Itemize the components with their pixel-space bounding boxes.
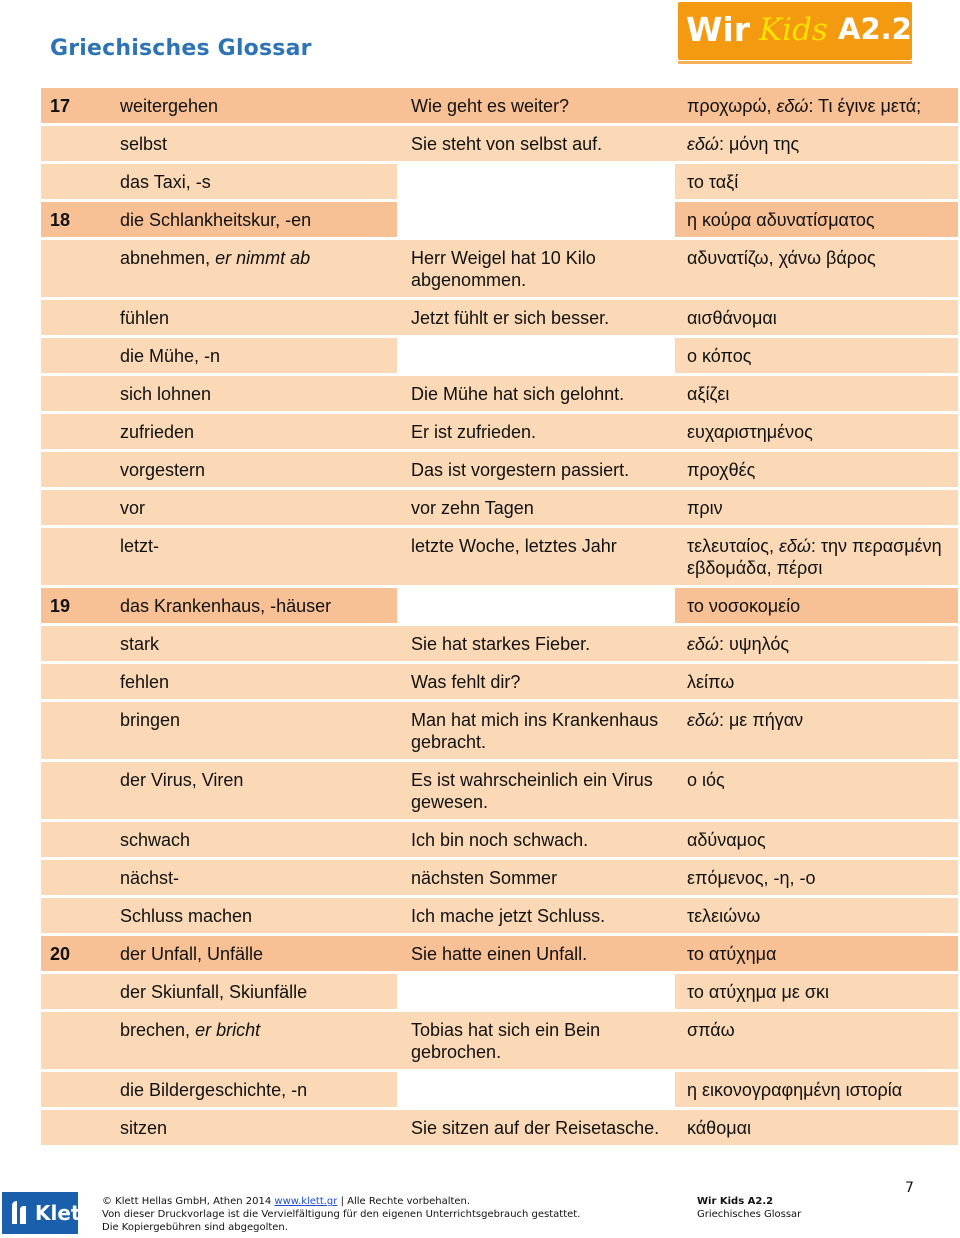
greek-translation: αδυνατίζω, χάνω βάρος — [675, 240, 958, 297]
klett-website-link[interactable]: www.klett.gr — [274, 1196, 338, 1207]
example-sentence — [397, 202, 675, 237]
klett-logo — [2, 1192, 91, 1234]
lesson-number — [41, 626, 106, 661]
glossary-row — [41, 702, 958, 759]
lesson-number — [41, 898, 106, 933]
german-word: fühlen — [106, 300, 397, 335]
example-sentence: Es ist wahrscheinlich ein Virus gewesen. — [397, 762, 675, 819]
greek-translation: τελευταίος, εδώ: την περασμένη εβδομάδα, πέρσι — [675, 528, 958, 585]
glossary-row — [41, 338, 958, 373]
glossary-row — [41, 936, 958, 971]
rights-text: | Alle Rechte vorbehalten. — [340, 1196, 471, 1207]
footer-book-subtitle: Griechisches Glossar — [697, 1209, 802, 1220]
german-word: sich lohnen — [106, 376, 397, 411]
greek-translation: κάθομαι — [675, 1110, 958, 1145]
greek-translation: η εικονογραφημένη ιστορία — [675, 1072, 958, 1107]
example-sentence: Ich bin noch schwach. — [397, 822, 675, 857]
glossary-row — [41, 1012, 958, 1069]
glossary-row — [41, 490, 958, 525]
wir-kids-logo — [678, 2, 912, 60]
german-word: weitergehen — [106, 88, 397, 123]
german-word: abnehmen, er nimmt ab — [106, 240, 397, 297]
greek-translation: το ταξί — [675, 164, 958, 199]
glossary-row — [41, 126, 958, 161]
lesson-number — [41, 528, 106, 585]
lesson-number — [41, 822, 106, 857]
lesson-number — [41, 1072, 106, 1107]
example-sentence: Die Mühe hat sich gelohnt. — [397, 376, 675, 411]
footer-line-2: Von dieser Druckvorlage ist die Vervielfältigung für den eigenen Unterrichtsgebrauch gestattet. — [102, 1209, 581, 1220]
footer-book-info — [697, 1195, 801, 1221]
page-title: Griechisches Glossar — [50, 36, 312, 61]
example-sentence: Jetzt fühlt er sich besser. — [397, 300, 675, 335]
greek-translation: προχωρώ, εδώ: Τι έγινε μετά; — [675, 88, 958, 123]
glossary-row — [41, 1110, 958, 1145]
greek-translation: τελειώνω — [675, 898, 958, 933]
greek-translation: εδώ: μόνη της — [675, 126, 958, 161]
greek-translation: σπάω — [675, 1012, 958, 1069]
lesson-number — [41, 702, 106, 759]
greek-translation: πριν — [675, 490, 958, 525]
greek-translation: το νοσοκομείο — [675, 588, 958, 623]
glossary-row — [41, 588, 958, 623]
greek-translation: εδώ: υψηλός — [675, 626, 958, 661]
example-sentence — [397, 338, 675, 373]
glossary-row — [41, 762, 958, 819]
german-word: das Krankenhaus, -häuser — [106, 588, 397, 623]
greek-translation: επόμενος, -η, -ο — [675, 860, 958, 895]
example-sentence: Sie sitzen auf der Reisetasche. — [397, 1110, 675, 1145]
lesson-number — [41, 414, 106, 449]
greek-translation: αδύναμος — [675, 822, 958, 857]
glossary-row — [41, 860, 958, 895]
example-sentence: Sie hatte einen Unfall. — [397, 936, 675, 971]
lesson-number — [41, 376, 106, 411]
lesson-number: 17 — [41, 88, 106, 123]
lesson-number — [41, 1012, 106, 1069]
lesson-number — [41, 664, 106, 699]
german-word: letzt- — [106, 528, 397, 585]
footer-copyright — [102, 1195, 580, 1234]
example-sentence: Man hat mich ins Krankenhaus gebracht. — [397, 702, 675, 759]
example-sentence: Wie geht es weiter? — [397, 88, 675, 123]
german-word: vorgestern — [106, 452, 397, 487]
glossary-table — [41, 85, 958, 1148]
lesson-number — [41, 762, 106, 819]
lesson-number — [41, 240, 106, 297]
copyright-text: © Klett Hellas GmbH, Athen 2014 — [102, 1196, 272, 1207]
greek-translation: προχθές — [675, 452, 958, 487]
lesson-number — [41, 1110, 106, 1145]
german-word: die Mühe, -n — [106, 338, 397, 373]
german-word: selbst — [106, 126, 397, 161]
footer-line-3: Die Kopiergebühren sind abgegolten. — [102, 1222, 288, 1233]
lesson-number: 20 — [41, 936, 106, 971]
glossary-row — [41, 1072, 958, 1107]
german-word: stark — [106, 626, 397, 661]
lesson-number — [41, 300, 106, 335]
lesson-number — [41, 164, 106, 199]
german-word: die Schlankheitskur, -en — [106, 202, 397, 237]
glossary-row — [41, 974, 958, 1009]
glossary-row — [41, 202, 958, 237]
example-sentence: letzte Woche, letztes Jahr — [397, 528, 675, 585]
example-sentence: Das ist vorgestern passiert. — [397, 452, 675, 487]
footer-book-title: Wir Kids A2.2 — [697, 1196, 774, 1207]
greek-translation: λείπω — [675, 664, 958, 699]
lesson-number: 19 — [41, 588, 106, 623]
german-word: sitzen — [106, 1110, 397, 1145]
klett-emblem-icon — [8, 1198, 30, 1226]
german-word: der Virus, Viren — [106, 762, 397, 819]
greek-translation: η κούρα αδυνατίσματος — [675, 202, 958, 237]
german-word: bringen — [106, 702, 397, 759]
lesson-number — [41, 974, 106, 1009]
greek-translation: το ατύχημα — [675, 936, 958, 971]
example-sentence: nächsten Sommer — [397, 860, 675, 895]
german-word: zufrieden — [106, 414, 397, 449]
greek-translation: αισθάνομαι — [675, 300, 958, 335]
german-word: schwach — [106, 822, 397, 857]
greek-translation: εδώ: με πήγαν — [675, 702, 958, 759]
glossary-row — [41, 664, 958, 699]
greek-translation: το ατύχημα με σκι — [675, 974, 958, 1009]
logo-underline — [678, 61, 912, 64]
greek-translation: ο ιός — [675, 762, 958, 819]
logo-part-kids: Kids — [759, 12, 828, 48]
example-sentence: Sie steht von selbst auf. — [397, 126, 675, 161]
glossary-row — [41, 240, 958, 297]
example-sentence: Ich mache jetzt Schluss. — [397, 898, 675, 933]
logo-part-wir: Wir — [686, 10, 750, 49]
example-sentence: Er ist zufrieden. — [397, 414, 675, 449]
german-word: nächst- — [106, 860, 397, 895]
german-word: Schluss machen — [106, 898, 397, 933]
greek-translation: ευχαριστημένος — [675, 414, 958, 449]
lesson-number — [41, 452, 106, 487]
german-word: der Unfall, Unfälle — [106, 936, 397, 971]
example-sentence: Tobias hat sich ein Bein gebrochen. — [397, 1012, 675, 1069]
example-sentence: Herr Weigel hat 10 Kilo abgenommen. — [397, 240, 675, 297]
german-word: vor — [106, 490, 397, 525]
german-word: das Taxi, -s — [106, 164, 397, 199]
klett-logo-text: Klett — [35, 1201, 91, 1225]
german-word: der Skiunfall, Skiunfälle — [106, 974, 397, 1009]
example-sentence — [397, 588, 675, 623]
example-sentence: Sie hat starkes Fieber. — [397, 626, 675, 661]
lesson-number — [41, 490, 106, 525]
example-sentence — [397, 1072, 675, 1107]
example-sentence: vor zehn Tagen — [397, 490, 675, 525]
glossary-row — [41, 164, 958, 199]
example-sentence — [397, 974, 675, 1009]
glossary-row — [41, 452, 958, 487]
glossary-row — [41, 822, 958, 857]
german-word: brechen, er bricht — [106, 1012, 397, 1069]
lesson-number — [41, 860, 106, 895]
footer-line-1 — [102, 1195, 580, 1208]
lesson-number — [41, 338, 106, 373]
lesson-number — [41, 126, 106, 161]
glossary-row — [41, 88, 958, 123]
glossary-row — [41, 898, 958, 933]
glossary-body — [41, 88, 958, 1145]
glossary-row — [41, 626, 958, 661]
glossary-row — [41, 300, 958, 335]
german-word: fehlen — [106, 664, 397, 699]
greek-translation: αξίζει — [675, 376, 958, 411]
greek-translation: ο κόπος — [675, 338, 958, 373]
glossary-row — [41, 414, 958, 449]
glossary-row — [41, 528, 958, 585]
glossary-row — [41, 376, 958, 411]
german-word: die Bildergeschichte, -n — [106, 1072, 397, 1107]
example-sentence — [397, 164, 675, 199]
example-sentence: Was fehlt dir? — [397, 664, 675, 699]
lesson-number: 18 — [41, 202, 106, 237]
logo-part-level: A2.2 — [838, 12, 912, 46]
page-number: 7 — [905, 1180, 914, 1196]
